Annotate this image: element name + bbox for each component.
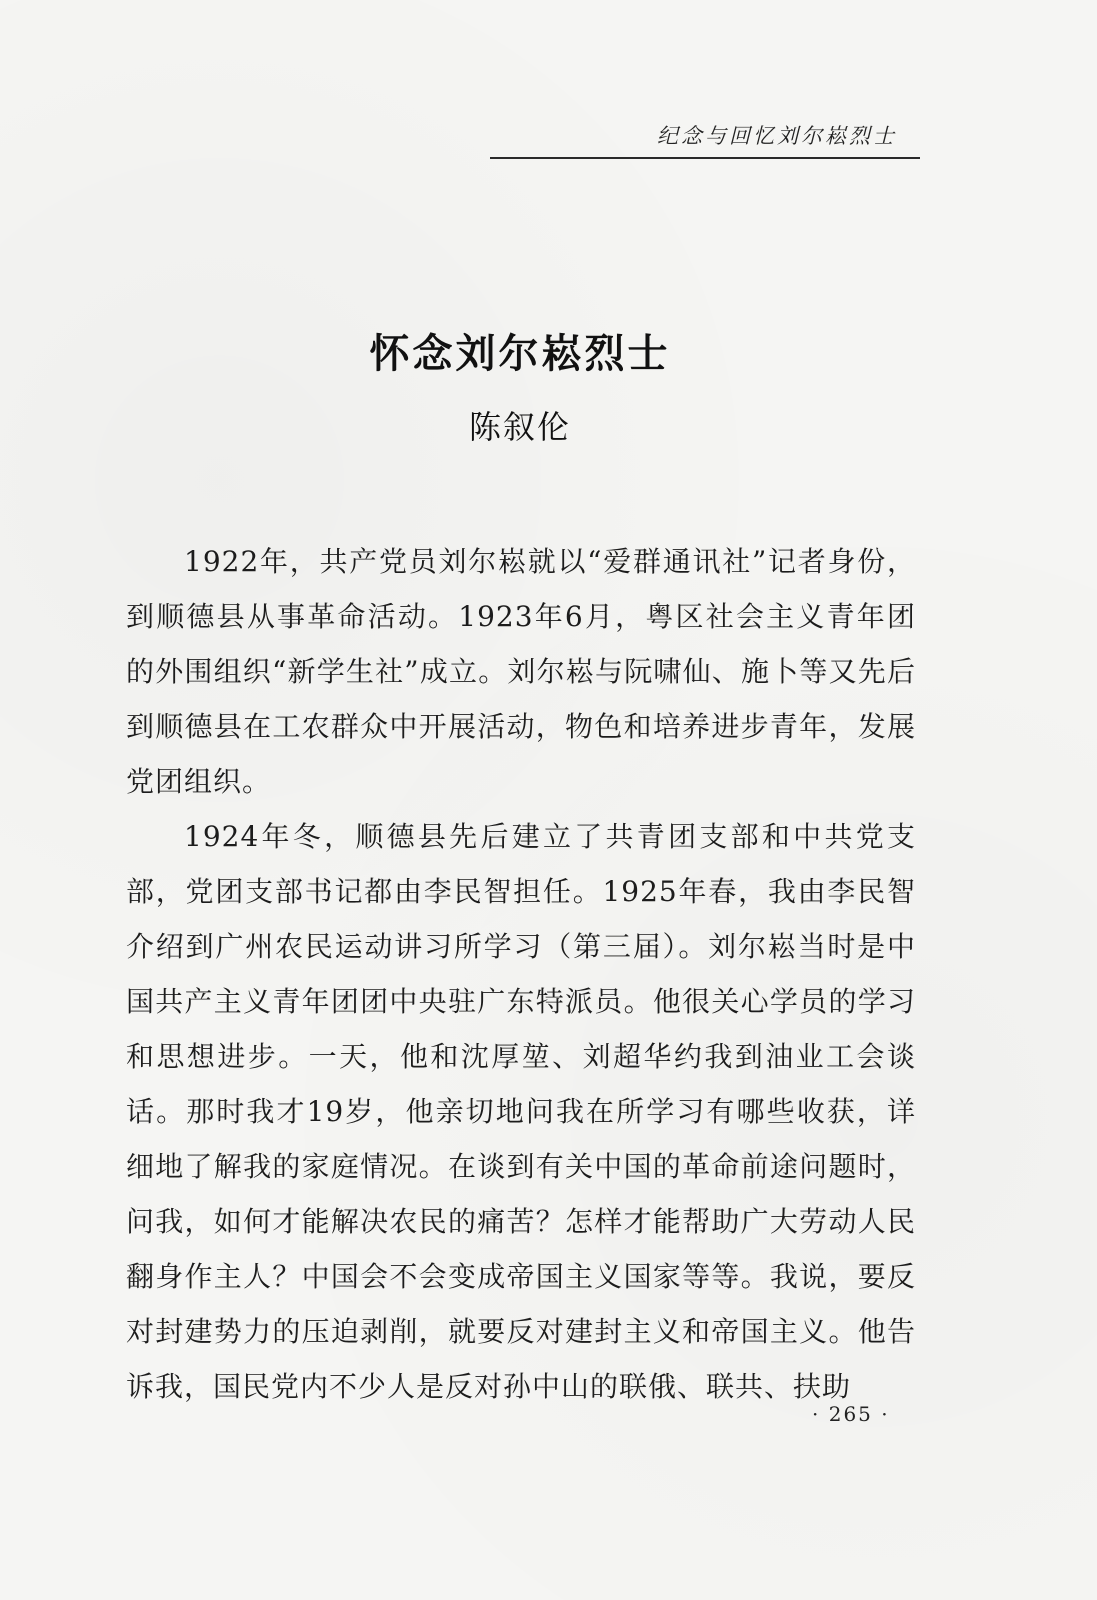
header-rule <box>490 157 920 159</box>
page-number: · 265 · <box>812 1402 890 1426</box>
paragraph: 1924年冬，顺德县先后建立了共青团支部和中共党支部，党团支部书记都由李民智担任。1925年春，我由李民智介绍到广州农民运动讲习所学习（第三届）。刘尔崧当时是中国共产主义青年团团中央驻广东特派员。他很关心学员的学习和思想进步。一天，他和沈厚堃、刘超华约我到油业工会谈话。那时我才19岁，他亲切地问我在所学习有哪些收获，详细地了解我的家庭情况。在谈到有关中国的革命前途问题时，问我，如何才能解决农民的痛苦？怎样才能帮助广大劳动人民翻身作主人？中国会不会变成帝国主义国家等等。我说，要反对封建势力的压迫剥削，就要反对建封主义和帝国主义。他告诉我，国民党内不少人是反对孙中山的联俄、联共、扶助 <box>126 820 916 1403</box>
article-title: 怀念刘尔崧烈士 <box>369 331 671 377</box>
running-header: 纪念与回忆刘尔崧烈士 <box>657 124 897 148</box>
paragraph: 1922年，共产党员刘尔崧就以“爱群通讯社”记者身份，到顺德县从事革命活动。1923年6月，粤区社会主义青年团的外围组织“新学生社”成立。刘尔崧与阮啸仙、施卜等又先后到顺德县在工农群众中开展活动，物色和培养进步青年，发展党团组织。 <box>126 545 916 798</box>
article-author: 陈叙伦 <box>468 408 571 446</box>
article-body <box>126 534 916 1414</box>
